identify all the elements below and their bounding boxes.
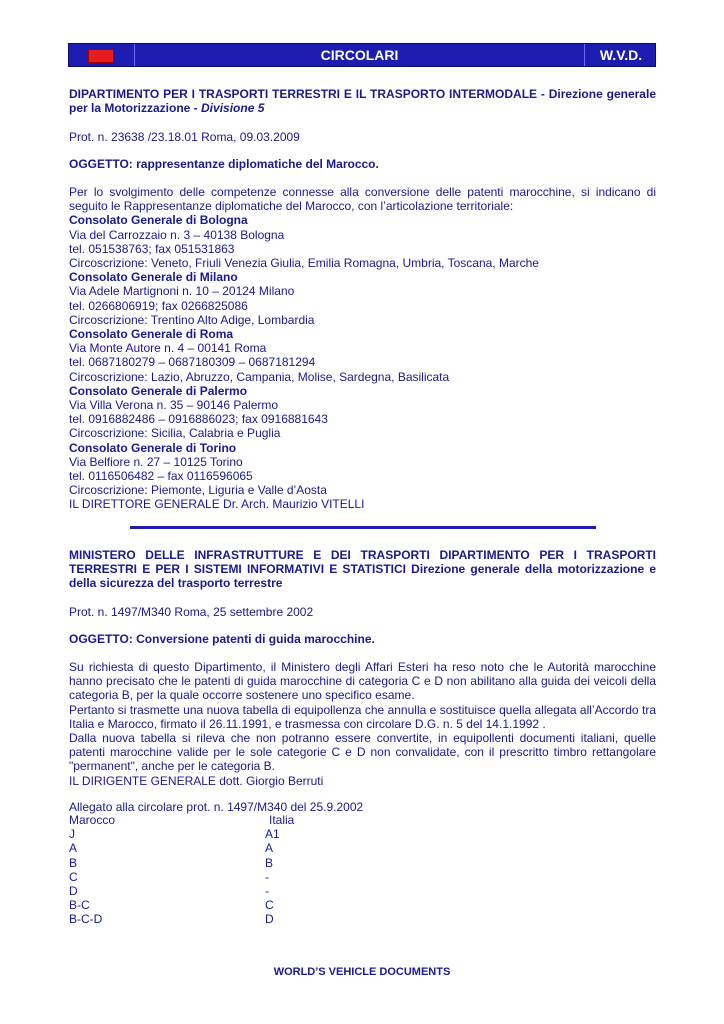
equivalence-table — [69, 813, 329, 927]
table-header-row — [69, 813, 329, 827]
flag-icon — [88, 49, 114, 63]
consulate-address: Via Adele Martignoni n. 10 – 20124 Milano — [69, 284, 295, 299]
circ1-intro: Per lo svolgimento delle competenze connesse alla conversione delle patenti marocchine, si indicano di seguito le Rappresentanze diplomatiche del Marocco, con l’articolazione territoriale: — [69, 185, 656, 214]
consulate-area: Circoscrizione: Trentino Alto Adige, Lombardia — [69, 312, 315, 327]
circ2-signature: IL DIRIGENTE GENERALE dott. Giorgio Berruti — [69, 773, 324, 788]
table-row — [69, 870, 329, 884]
consulate-name: Consolato Generale di Bologna — [69, 213, 248, 228]
circ1-prot: Prot. n. 23638 /23.18.01 Roma, 09.03.2009 — [69, 130, 300, 144]
table-header-cell: Italia — [269, 813, 295, 827]
table-cell: A — [69, 841, 78, 856]
table-cell: D — [69, 883, 78, 898]
circ2-allegato: Allegato alla circolare prot. n. 1497/M340 del 25.9.2002 — [69, 800, 364, 814]
header-bar — [68, 43, 656, 67]
consulate-address: Via Monte Autore n. 4 – 00141 Roma — [69, 341, 267, 356]
consulate-name: Consolato Generale di Milano — [69, 270, 238, 285]
circ2-paragraph: Su richiesta di questo Dipartimento, il Ministero degli Affari Esteri ha reso noto che le Autorità marocchine hanno precisato che le patenti di guida marocchine di categoria C e D non abilitano alla guida dei veicoli della categoria B, per la quale occorre sostenere uno specifico esame. — [69, 660, 656, 703]
consulate-name: Consolato Generale di Palermo — [69, 383, 248, 398]
table-row — [69, 827, 329, 841]
circ2-prot: Prot. n. 1497/M340 Roma, 25 settembre 2002 — [69, 605, 314, 619]
consulate-area: Circoscrizione: Piemonte, Liguria e Valle d’Aosta — [69, 483, 327, 498]
circ1-oggetto: OGGETTO: rappresentanze diplomatiche del Marocco. — [69, 157, 379, 171]
circ2-body — [69, 660, 656, 788]
table-cell: B-C — [69, 898, 90, 913]
circ2-paragraph: Pertanto si trasmette una nuova tabella di equipollenza che annulla e sostituisce quella allegata all’Accordo tra Italia e Marocco, firmato il 26.11.1991, e trasmessa con circolare D.G. n. 5 del 14.1.1992 . — [69, 702, 656, 731]
consulate-address: Via Villa Verona n. 35 – 90146 Palermo — [69, 398, 279, 413]
consulate-tel: tel. 0116506482 – fax 0116596065 — [69, 469, 253, 484]
table-cell: A — [265, 841, 274, 856]
page-footer: WORLD’S VEHICLE DOCUMENTS — [273, 966, 451, 978]
circ1-body — [69, 185, 656, 512]
consulate-tel: tel. 051538763; fax 051531863 — [69, 241, 235, 256]
table-row — [69, 856, 329, 870]
table-cell: - — [265, 883, 269, 898]
section-separator — [130, 526, 596, 529]
table-row — [69, 884, 329, 898]
table-cell: C — [265, 898, 274, 913]
consulate-tel: tel. 0266806919; fax 0266825086 — [69, 298, 248, 313]
circ2-heading: MINISTERO DELLE INFRASTRUTTURE E DEI TRASPORTI DIPARTIMENTO PER I TRASPORTI TERRESTRI E PER I SISTEMI INFORMATIVI E STATISTICI Direzione generale della motorizzazione e della sicurezza del trasporto terrestre — [69, 548, 656, 591]
consulate-tel: tel. 0687180279 – 0687180309 – 0687181294 — [69, 355, 316, 370]
table-cell: C — [69, 869, 78, 884]
header-title: CIRCOLARI — [320, 47, 399, 63]
table-cell: B — [265, 855, 274, 870]
consulate-area: Circoscrizione: Sicilia, Calabria e Puglia — [69, 426, 281, 441]
circ2-paragraph: Dalla nuova tabella si rileva che non potranno essere convertite, in equipollenti documenti italiani, quelle patenti marocchine valide per le sole categorie C e D non convalidate, con il prescritto timbro rettangolare "permanent", anche per le categoria B. — [69, 731, 656, 774]
circ1-heading: DIPARTIMENTO PER I TRASPORTI TERRESTRI E IL TRASPORTO INTERMODALE - Direzione generale per la Motorizzazione - Divisione 5 — [69, 87, 656, 116]
consulate-name: Consolato Generale di Roma — [69, 327, 234, 342]
table-cell: J — [69, 827, 75, 842]
consulate-area: Circoscrizione: Lazio, Abruzzo, Campania, Molise, Sardegna, Basilicata — [69, 369, 450, 384]
table-cell: D — [265, 912, 274, 927]
table-row — [69, 841, 329, 855]
table-cell: - — [265, 869, 269, 884]
table-cell: B-C-D — [69, 912, 103, 927]
table-header-cell: Marocco — [69, 813, 116, 827]
consulate-tel: tel. 0916882486 – 0916886023; fax 0916881643 — [69, 412, 328, 427]
table-row — [69, 898, 329, 912]
circ2-oggetto: OGGETTO: Conversione patenti di guida marocchine. — [69, 632, 375, 646]
consulate-area: Circoscrizione: Veneto, Friuli Venezia Giulia, Emilia Romagna, Umbria, Toscana, Marche — [69, 256, 539, 271]
circ1-signature: IL DIRETTORE GENERALE Dr. Arch. Maurizio VITELLI — [69, 497, 365, 512]
table-cell: A1 — [265, 827, 280, 842]
table-row — [69, 912, 329, 926]
header-code: W.V.D. — [599, 47, 643, 63]
table-cell: B — [69, 855, 78, 870]
consulate-address: Via del Carrozzaio n. 3 – 40138 Bologna — [69, 227, 285, 242]
consulate-name: Consolato Generale di Torino — [69, 440, 237, 455]
consulate-address: Via Belfiore n. 27 – 10125 Torino — [69, 454, 243, 469]
